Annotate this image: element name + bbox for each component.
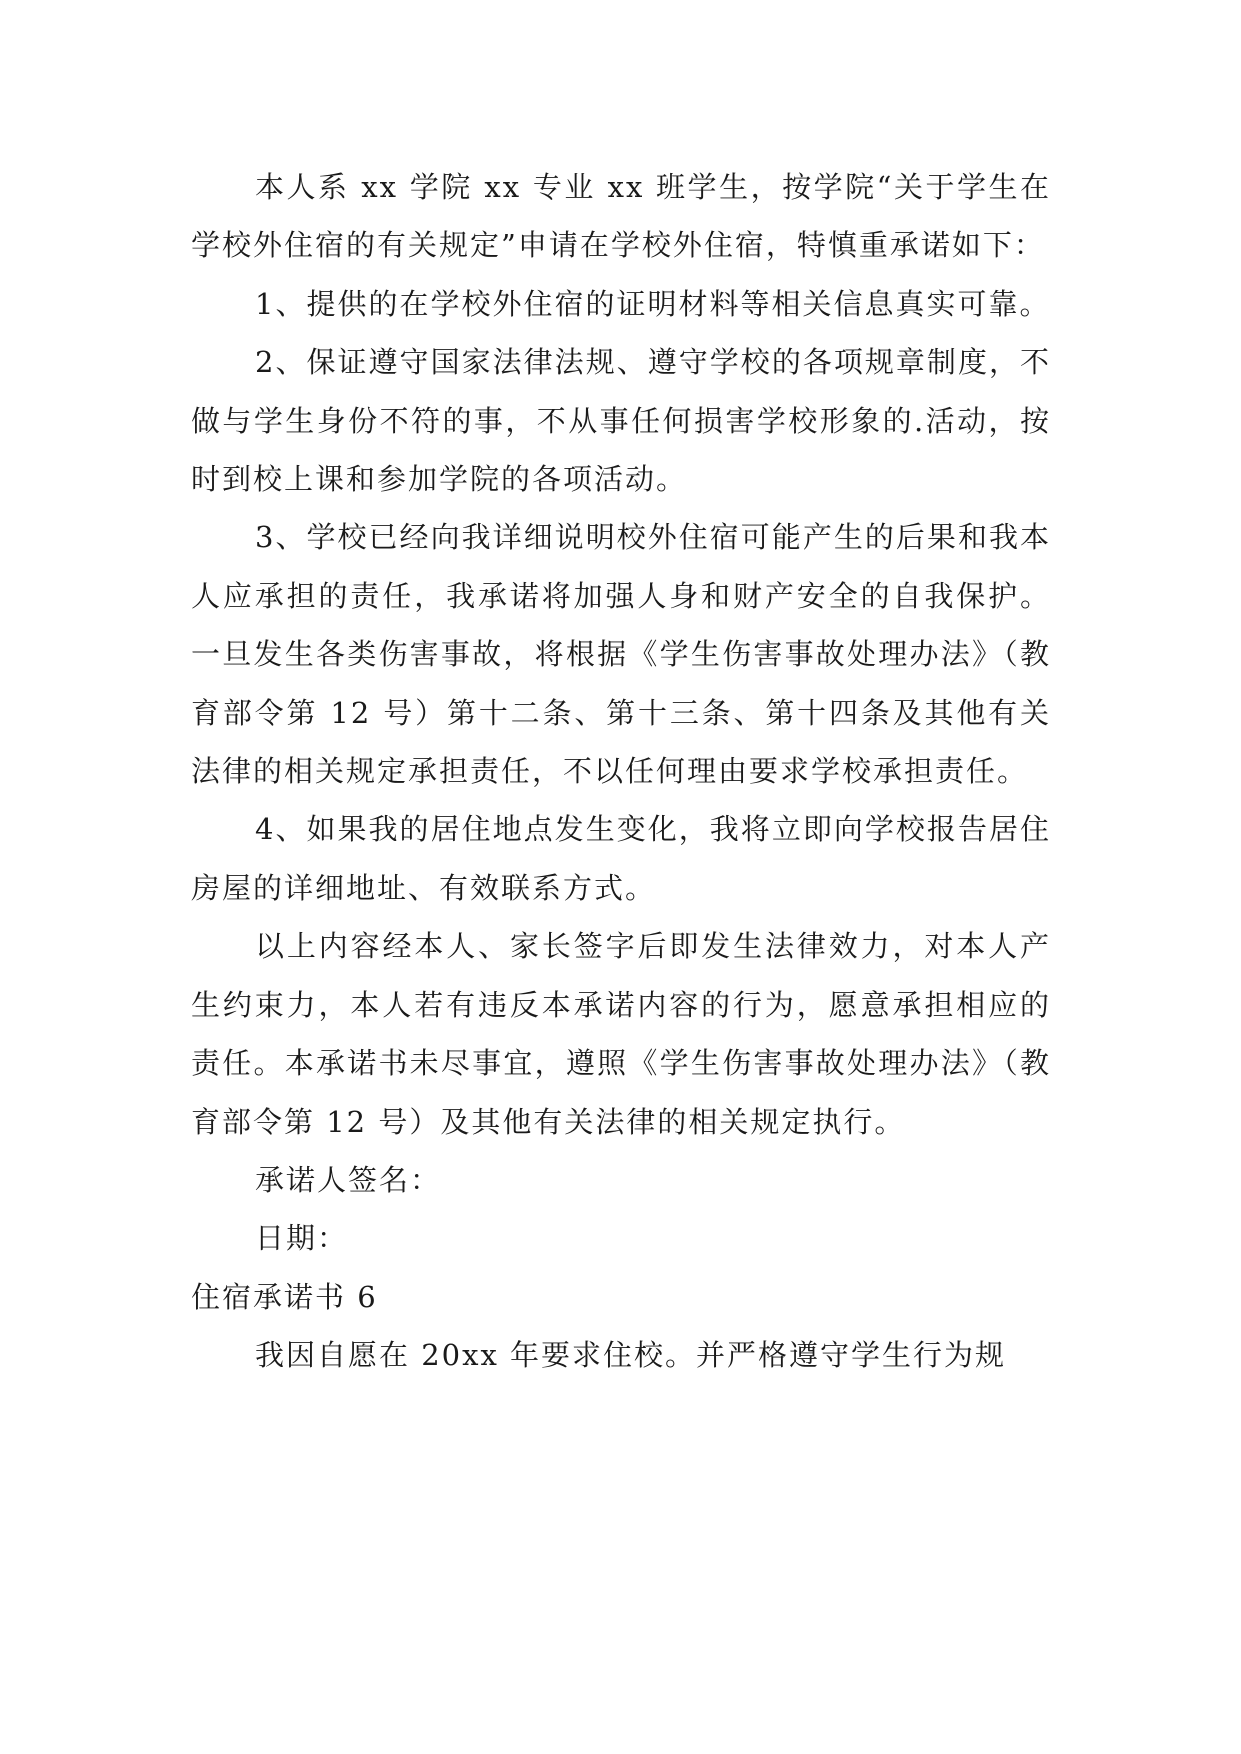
clause-3-paragraph: 3、学校已经向我详细说明校外住宿可能产生的后果和我本人应承担的责任，我承诺将加强人身和财产安全的自我保护。一旦发生各类伤害事故，将根据《学生伤害事故处理办法》（教育部令第 12 号）第十二条、第十三条、第十四条及其他有关法律的相关规定承担责任，不以任何理由要求学校承担责任。 — [191, 520, 1051, 789]
clause-2-paragraph: 2、保证遵守国家法律法规、遵守学校的各项规章制度，不做与学生身份不符的事，不从事任何损害学校形象的.活动，按时到校上课和参加学院的各项活动。 — [191, 345, 1051, 497]
signature-label: 承诺人签名： — [255, 1162, 442, 1197]
next-section-paragraph: 我因自愿在 20xx 年要求住校。并严格遵守学生行为规 — [255, 1338, 1007, 1373]
clause-1-paragraph: 1、提供的在学校外住宿的证明材料等相关信息真实可靠。 — [255, 286, 1051, 321]
section-title: 住宿承诺书 6 — [191, 1279, 378, 1314]
date-label: 日期： — [255, 1221, 349, 1256]
document-body — [191, 158, 1051, 1385]
effect-paragraph: 以上内容经本人、家长签字后即发生法律效力，对本人产生约束力，本人若有违反本承诺内容的行为，愿意承担相应的责任。本承诺书未尽事宜，遵照《学生伤害事故处理办法》（教育部令第 12 号）及其他有关法律的相关规定执行。 — [191, 929, 1051, 1139]
intro-paragraph: 本人系 xx 学院 xx 专业 xx 班学生，按学院“关于学生在学校外住宿的有关规定”申请在学校外住宿，特慎重承诺如下： — [191, 170, 1051, 263]
clause-4-paragraph: 4、如果我的居住地点发生变化，我将立即向学校报告居住房屋的详细地址、有效联系方式。 — [191, 812, 1051, 905]
